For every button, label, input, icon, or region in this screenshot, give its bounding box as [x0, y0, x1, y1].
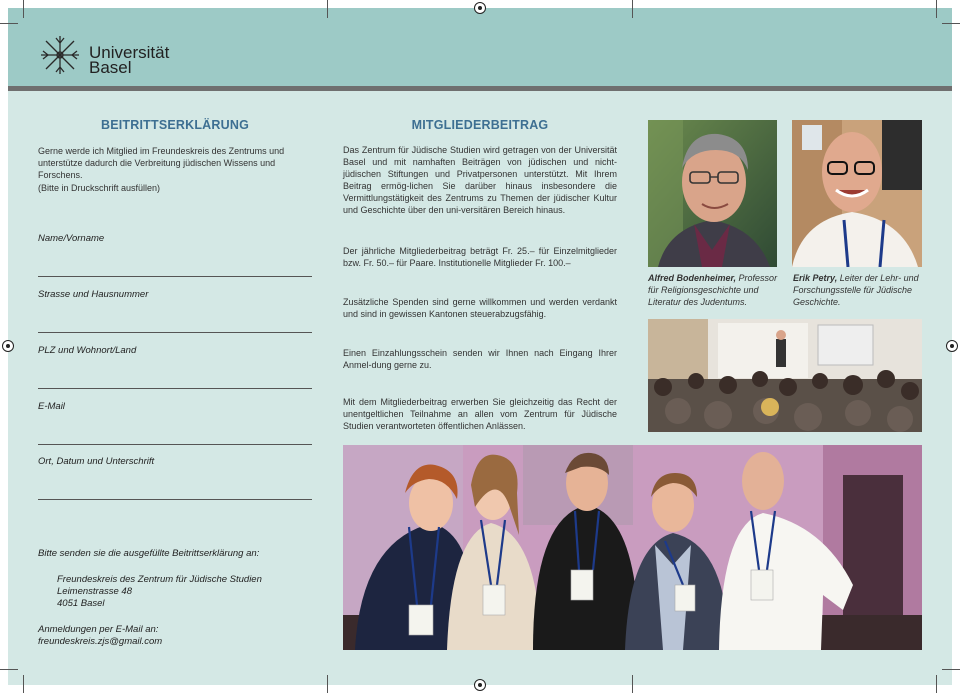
- lecture-audience-photo: [648, 319, 922, 432]
- crop-mark: [0, 669, 18, 670]
- caption-text: Leiter der Lehr- und Forschungsstelle für Jüdische Geschichte.: [793, 273, 919, 307]
- header-rule: [8, 86, 952, 91]
- send-label: Bitte senden sie die ausgefüllte Beitrittserklärung an:: [38, 548, 260, 559]
- field-line-email[interactable]: [38, 444, 312, 445]
- field-label-city: PLZ und Wohnort/Land: [38, 345, 137, 356]
- crop-mark: [942, 669, 960, 670]
- crop-mark: [23, 0, 24, 18]
- field-label-street: Strasse und Hausnummer: [38, 289, 149, 300]
- membership-paragraph-1: Das Zentrum für Jüdische Studien wird getragen von der Universität Basel und mit namhaften Beiträgen von jüdischen und nicht-jüdischen Stiftungen und Privatpersonen unterstützt. Mit Ihrem Beitrag ermög-lichen Sie darüber hinaus insbesondere die Vermittlungstätigkeit des Zentrums zu Themen der jüdischer Kultur und Geschichte über den uni-versitären Bereich hinaus.: [343, 145, 617, 215]
- field-label-email: E-Mail: [38, 401, 65, 412]
- caption-name: Alfred Bodenheimer,: [648, 273, 737, 283]
- logo-line-2: Basel: [89, 58, 132, 77]
- address-line: Freundeskreis des Zentrum für Jüdische Studien: [57, 574, 262, 585]
- crop-mark: [632, 0, 633, 18]
- membership-paragraph-4: Einen Einzahlungsschein senden wir Ihnen nach Eingang Ihrer Anmel-dung gerne zu.: [343, 348, 617, 370]
- registration-mark-icon: [2, 340, 14, 352]
- left-heading: BEITRITTSERKLÄRUNG: [100, 118, 250, 132]
- middle-heading: MITGLIEDERBEITRAG: [411, 118, 549, 132]
- crop-mark: [936, 0, 937, 18]
- portrait-photo-bodenheimer: [648, 120, 777, 267]
- membership-paragraph-5: Mit dem Mitgliederbeitrag erwerben Sie gleichzeitig das Recht der unentgeltlichen Teilnahme an allen vom Zentrum für Jüdische Studien verantworteten öffentlichen Anlässen.: [343, 397, 617, 431]
- postal-address: [57, 574, 262, 610]
- registration-mark-icon: [474, 2, 486, 14]
- university-wordmark: [89, 45, 169, 75]
- field-line-signature[interactable]: [38, 499, 312, 500]
- crop-mark: [23, 675, 24, 693]
- registration-mark-icon: [474, 679, 486, 691]
- crop-mark: [632, 675, 633, 693]
- crop-mark: [942, 23, 960, 24]
- field-line-city[interactable]: [38, 388, 312, 389]
- crop-mark: [327, 675, 328, 693]
- logo-line-1: Universität: [89, 43, 170, 62]
- field-line-street[interactable]: [38, 332, 312, 333]
- caption-name: Erik Petry,: [793, 273, 838, 283]
- field-label-signature: Ort, Datum und Unterschrift: [38, 456, 155, 467]
- crop-mark: [936, 675, 937, 693]
- left-intro: Gerne werde ich Mitglied im Freundeskreis des Zentrums und unterstütze dadurch die Verbreitung jüdischen Wissens und Forschens.: [38, 146, 285, 180]
- email-block: [38, 624, 162, 648]
- crop-mark: [327, 0, 328, 18]
- address-line: 4051 Basel: [57, 598, 105, 609]
- address-line: Leimenstrasse 48: [57, 586, 132, 597]
- registration-mark-icon: [946, 340, 958, 352]
- group-photo: [343, 445, 922, 650]
- caption-petry: [793, 272, 923, 308]
- field-line-name[interactable]: [38, 276, 312, 277]
- membership-paragraph-3: Zusätzliche Spenden sind gerne willkommen und werden verdankt und sind in gewissen Kantonen steuerabzugsfähig.: [343, 297, 617, 319]
- crop-mark: [0, 23, 18, 24]
- left-note: (Bitte in Druckschrift ausfüllen): [38, 183, 161, 193]
- caption-bodenheimer: [648, 272, 780, 308]
- portrait-photo-petry: [792, 120, 922, 267]
- field-label-name: Name/Vorname: [38, 233, 105, 244]
- email-label: Anmeldungen per E-Mail an:: [38, 624, 159, 635]
- membership-paragraph-2: Der jährliche Mitgliederbeitrag beträgt Fr. 25.– für Einzelmitglieder bzw. Fr. 50.– für Paare. Institutionelle Mitglieder Fr. 100.–: [343, 246, 617, 268]
- email-address[interactable]: freundeskreis.zjs@gmail.com: [38, 636, 163, 647]
- caption-text: Professor für Religionsgeschichte und Literatur des Judentums.: [648, 273, 778, 307]
- university-logo-icon: [38, 34, 82, 76]
